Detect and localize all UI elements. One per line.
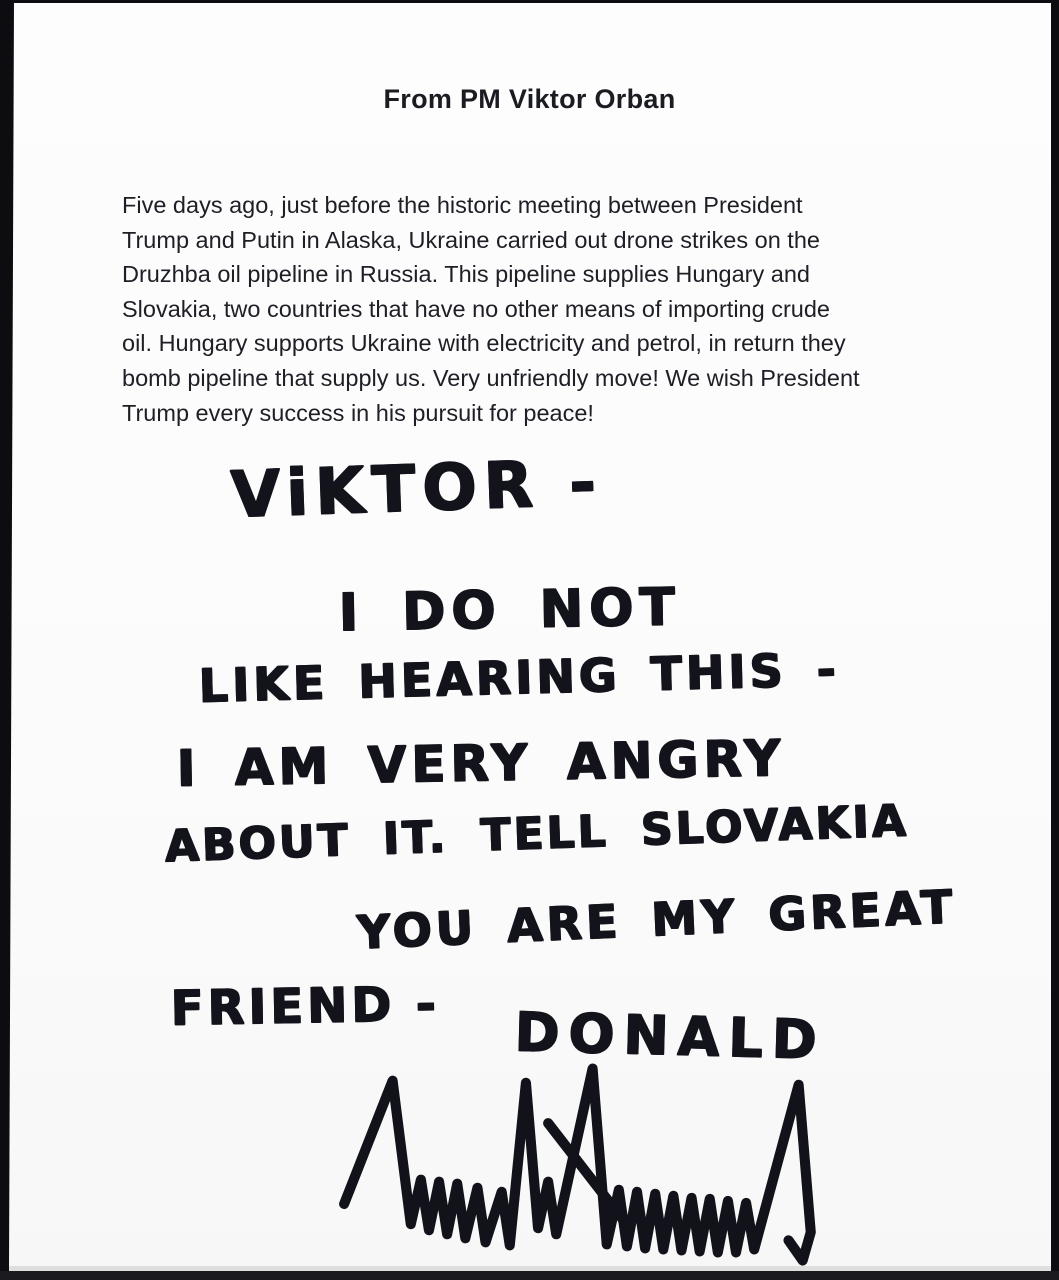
handwritten-line-about-it-tell-slovakia: ABOUT IT. TELL SLOVAKIA: [163, 795, 909, 872]
scan-edge-bottom: [0, 1271, 1059, 1280]
letter-body-paragraph: [122, 188, 937, 430]
handwritten-line-i-do-not: I DO NOT: [337, 577, 681, 643]
handwritten-line-very-angry: I AM VERY ANGRY: [175, 728, 786, 798]
handwritten-line-donald: DONALD: [513, 999, 826, 1072]
letter-title: From PM Viktor Orban: [383, 84, 676, 114]
handwritten-line-friend: FRIEND -: [169, 975, 440, 1037]
donald-trump-signature-scribble: [332, 1050, 837, 1268]
handwritten-line-like-hearing-this: LIKE HEARING THIS -: [197, 641, 840, 713]
body-line: Trump every success in his pursuit for peace!: [122, 399, 594, 426]
scan-edge-top: [0, 0, 1059, 3]
body-line: oil. Hungary supports Ukraine with electricity and petrol, in return they: [122, 330, 846, 357]
body-line: bomb pipeline that supply us. Very unfriendly move! We wish President: [122, 364, 860, 391]
handwritten-line-viktor: ViKTOR -: [228, 445, 604, 533]
handwritten-line-you-are-my-great: YOU ARE MY GREAT: [355, 878, 957, 960]
body-line: Five days ago, just before the historic meeting between President: [122, 192, 803, 218]
body-line: Druzhba oil pipeline in Russia. This pipeline supplies Hungary and: [122, 261, 810, 288]
scan-edge-right: [1051, 0, 1059, 1280]
body-line: Trump and Putin in Alaska, Ukraine carried out drone strikes on the: [122, 226, 820, 253]
body-line: Slovakia, two countries that have no other means of importing crude: [122, 295, 830, 322]
scan-edge-left: [0, 0, 14, 1280]
